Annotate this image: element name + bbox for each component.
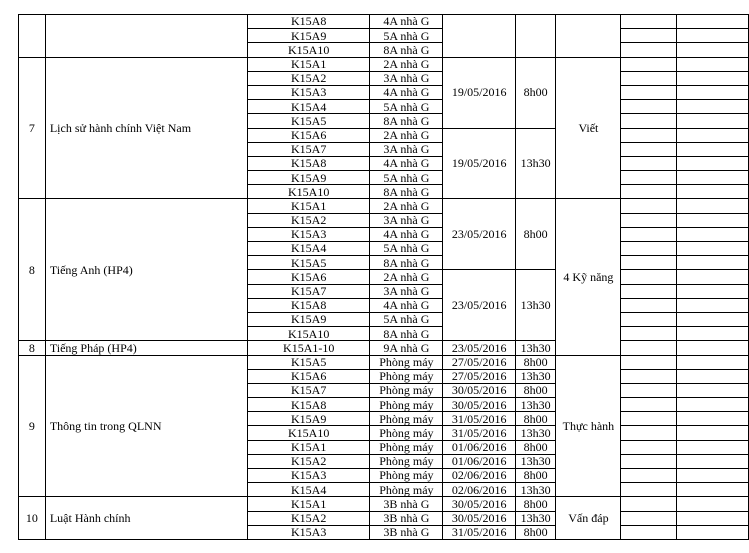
class-code: K15A8 [248,298,370,312]
class-code: K15A4 [248,483,370,497]
notes-cell [676,171,748,185]
notes-cell [676,298,748,312]
notes-cell [621,312,677,326]
exam-room: 8A nhà G [370,43,443,57]
exam-date: 31/05/2016 [443,525,515,539]
class-code: K15A1-10 [248,341,370,355]
notes-cell [621,185,677,199]
exam-format: Vấn đáp [556,497,621,540]
exam-time: 8h00 [515,440,556,454]
notes-cell [676,483,748,497]
notes-cell [621,142,677,156]
notes-cell [676,426,748,440]
exam-room: 5A nhà G [370,242,443,256]
class-code: K15A2 [248,71,370,85]
exam-format: 4 Kỹ năng [556,199,621,355]
notes-cell [676,100,748,114]
notes-cell [676,383,748,397]
notes-cell [676,43,748,57]
table-row [19,57,749,71]
notes-cell [676,440,748,454]
exam-room: Phòng máy [370,483,443,497]
subject-name: Tiếng Anh (HP4) [45,199,247,341]
class-code: K15A3 [248,85,370,99]
notes-cell [621,398,677,412]
notes-cell [676,469,748,483]
class-code: K15A3 [248,227,370,241]
class-code: K15A1 [248,199,370,213]
exam-room: 3A nhà G [370,213,443,227]
exam-room: 5A nhà G [370,29,443,43]
notes-cell [621,497,677,511]
notes-cell [621,469,677,483]
notes-cell [676,312,748,326]
exam-room: Phòng máy [370,383,443,397]
exam-room: Phòng máy [370,355,443,369]
notes-cell [676,29,748,43]
subject-number [19,15,46,58]
exam-time: 8h00 [515,525,556,539]
class-code: K15A9 [248,29,370,43]
notes-cell [621,213,677,227]
class-code: K15A10 [248,327,370,341]
exam-date: 30/05/2016 [443,511,515,525]
notes-cell [621,355,677,369]
subject-name: Luật Hành chính [45,497,247,540]
class-code: K15A4 [248,100,370,114]
exam-room: 4A nhà G [370,85,443,99]
table-row [19,15,749,29]
class-code: K15A3 [248,525,370,539]
exam-time: 13h30 [515,341,556,355]
exam-time: 13h30 [515,454,556,468]
notes-cell [621,242,677,256]
exam-date: 30/05/2016 [443,497,515,511]
notes-cell [676,199,748,213]
notes-cell [676,227,748,241]
subject-name: Lịch sử hành chính Việt Nam [45,57,247,199]
notes-cell [621,29,677,43]
exam-time [515,15,556,58]
exam-time: 8h00 [515,199,556,270]
class-code: K15A5 [248,355,370,369]
exam-room: 2A nhà G [370,57,443,71]
subject-number: 8 [19,199,46,341]
class-code: K15A10 [248,43,370,57]
notes-cell [676,185,748,199]
class-code: K15A2 [248,454,370,468]
notes-cell [676,114,748,128]
exam-time: 13h30 [515,398,556,412]
table-row [19,199,749,213]
notes-cell [621,483,677,497]
notes-cell [621,298,677,312]
exam-time: 8h00 [515,469,556,483]
exam-room: 3A nhà G [370,142,443,156]
class-code: K15A2 [248,213,370,227]
notes-cell [621,454,677,468]
table-row [19,355,749,369]
exam-time: 13h30 [515,369,556,383]
notes-cell [621,43,677,57]
exam-room: 8A nhà G [370,256,443,270]
exam-date: 23/05/2016 [443,270,515,341]
notes-cell [676,497,748,511]
exam-room: 2A nhà G [370,199,443,213]
exam-time: 8h00 [515,383,556,397]
notes-cell [676,412,748,426]
exam-format [556,15,621,58]
exam-date: 27/05/2016 [443,355,515,369]
exam-room: 5A nhà G [370,312,443,326]
class-code: K15A6 [248,270,370,284]
exam-format: Thực hành [556,355,621,497]
notes-cell [621,114,677,128]
exam-date [443,15,515,58]
class-code: K15A5 [248,256,370,270]
exam-date: 01/06/2016 [443,440,515,454]
exam-date: 31/05/2016 [443,412,515,426]
exam-room: Phòng máy [370,440,443,454]
exam-room: Phòng máy [370,369,443,383]
notes-cell [676,511,748,525]
subject-name: Tiếng Pháp (HP4) [45,341,247,355]
exam-time: 13h30 [515,483,556,497]
notes-cell [676,85,748,99]
exam-room: 3B nhà G [370,511,443,525]
notes-cell [676,270,748,284]
exam-date: 02/06/2016 [443,483,515,497]
subject-name [45,15,247,58]
exam-date: 31/05/2016 [443,426,515,440]
notes-cell [621,412,677,426]
notes-cell [621,57,677,71]
class-code: K15A2 [248,511,370,525]
subject-number: 8 [19,341,46,355]
notes-cell [621,15,677,29]
class-code: K15A7 [248,142,370,156]
notes-cell [621,327,677,341]
notes-cell [621,383,677,397]
notes-cell [676,327,748,341]
exam-date: 30/05/2016 [443,398,515,412]
class-code: K15A1 [248,497,370,511]
exam-room: Phòng máy [370,469,443,483]
class-code: K15A4 [248,242,370,256]
exam-time: 13h30 [515,128,556,199]
notes-cell [621,227,677,241]
exam-room: Phòng máy [370,412,443,426]
notes-cell [676,341,748,355]
exam-time: 13h30 [515,426,556,440]
class-code: K15A7 [248,383,370,397]
notes-cell [676,525,748,539]
class-code: K15A10 [248,185,370,199]
exam-room: Phòng máy [370,426,443,440]
exam-room: 3B nhà G [370,497,443,511]
exam-date: 27/05/2016 [443,369,515,383]
exam-room: 8A nhà G [370,327,443,341]
exam-room: 3B nhà G [370,525,443,539]
exam-time: 8h00 [515,412,556,426]
class-code: K15A8 [248,398,370,412]
notes-cell [621,440,677,454]
class-code: K15A5 [248,114,370,128]
exam-date: 19/05/2016 [443,128,515,199]
class-code: K15A7 [248,284,370,298]
notes-cell [621,256,677,270]
exam-time: 8h00 [515,355,556,369]
notes-cell [676,128,748,142]
table-row [19,341,749,355]
exam-room: Phòng máy [370,454,443,468]
table-row [19,497,749,511]
class-code: K15A9 [248,312,370,326]
exam-room: Phòng máy [370,398,443,412]
exam-time: 8h00 [515,57,556,128]
notes-cell [621,100,677,114]
exam-room: 2A nhà G [370,270,443,284]
notes-cell [621,71,677,85]
notes-cell [621,284,677,298]
exam-date: 23/05/2016 [443,341,515,355]
exam-date: 02/06/2016 [443,469,515,483]
exam-room: 9A nhà G [370,341,443,355]
notes-cell [676,242,748,256]
exam-schedule-table [18,14,749,540]
subject-number: 7 [19,57,46,199]
exam-time: 13h30 [515,511,556,525]
notes-cell [676,398,748,412]
notes-cell [621,85,677,99]
notes-cell [676,71,748,85]
notes-cell [676,142,748,156]
notes-cell [676,369,748,383]
notes-cell [676,454,748,468]
class-code: K15A6 [248,369,370,383]
notes-cell [621,426,677,440]
class-code: K15A6 [248,128,370,142]
exam-date: 30/05/2016 [443,383,515,397]
notes-cell [621,270,677,284]
exam-format: Viết [556,57,621,199]
exam-room: 5A nhà G [370,100,443,114]
exam-date: 19/05/2016 [443,57,515,128]
notes-cell [621,511,677,525]
class-code: K15A9 [248,171,370,185]
class-code: K15A1 [248,57,370,71]
exam-time: 13h30 [515,270,556,341]
exam-room: 4A nhà G [370,298,443,312]
exam-room: 5A nhà G [370,171,443,185]
notes-cell [676,57,748,71]
subject-number: 9 [19,355,46,497]
exam-room: 3A nhà G [370,284,443,298]
notes-cell [621,156,677,170]
notes-cell [676,15,748,29]
exam-time: 8h00 [515,497,556,511]
subject-name: Thông tin trong QLNN [45,355,247,497]
notes-cell [621,128,677,142]
exam-room: 4A nhà G [370,15,443,29]
exam-date: 01/06/2016 [443,454,515,468]
exam-room: 2A nhà G [370,128,443,142]
exam-room: 8A nhà G [370,185,443,199]
class-code: K15A9 [248,412,370,426]
class-code: K15A3 [248,469,370,483]
notes-cell [621,341,677,355]
class-code: K15A10 [248,426,370,440]
class-code: K15A1 [248,440,370,454]
notes-cell [621,369,677,383]
class-code: K15A8 [248,156,370,170]
notes-cell [676,156,748,170]
exam-room: 4A nhà G [370,156,443,170]
notes-cell [676,213,748,227]
class-code: K15A8 [248,15,370,29]
notes-cell [676,284,748,298]
subject-number: 10 [19,497,46,540]
exam-date: 23/05/2016 [443,199,515,270]
exam-room: 3A nhà G [370,71,443,85]
exam-room: 8A nhà G [370,114,443,128]
notes-cell [621,525,677,539]
notes-cell [621,171,677,185]
notes-cell [676,355,748,369]
notes-cell [676,256,748,270]
exam-room: 4A nhà G [370,227,443,241]
notes-cell [621,199,677,213]
